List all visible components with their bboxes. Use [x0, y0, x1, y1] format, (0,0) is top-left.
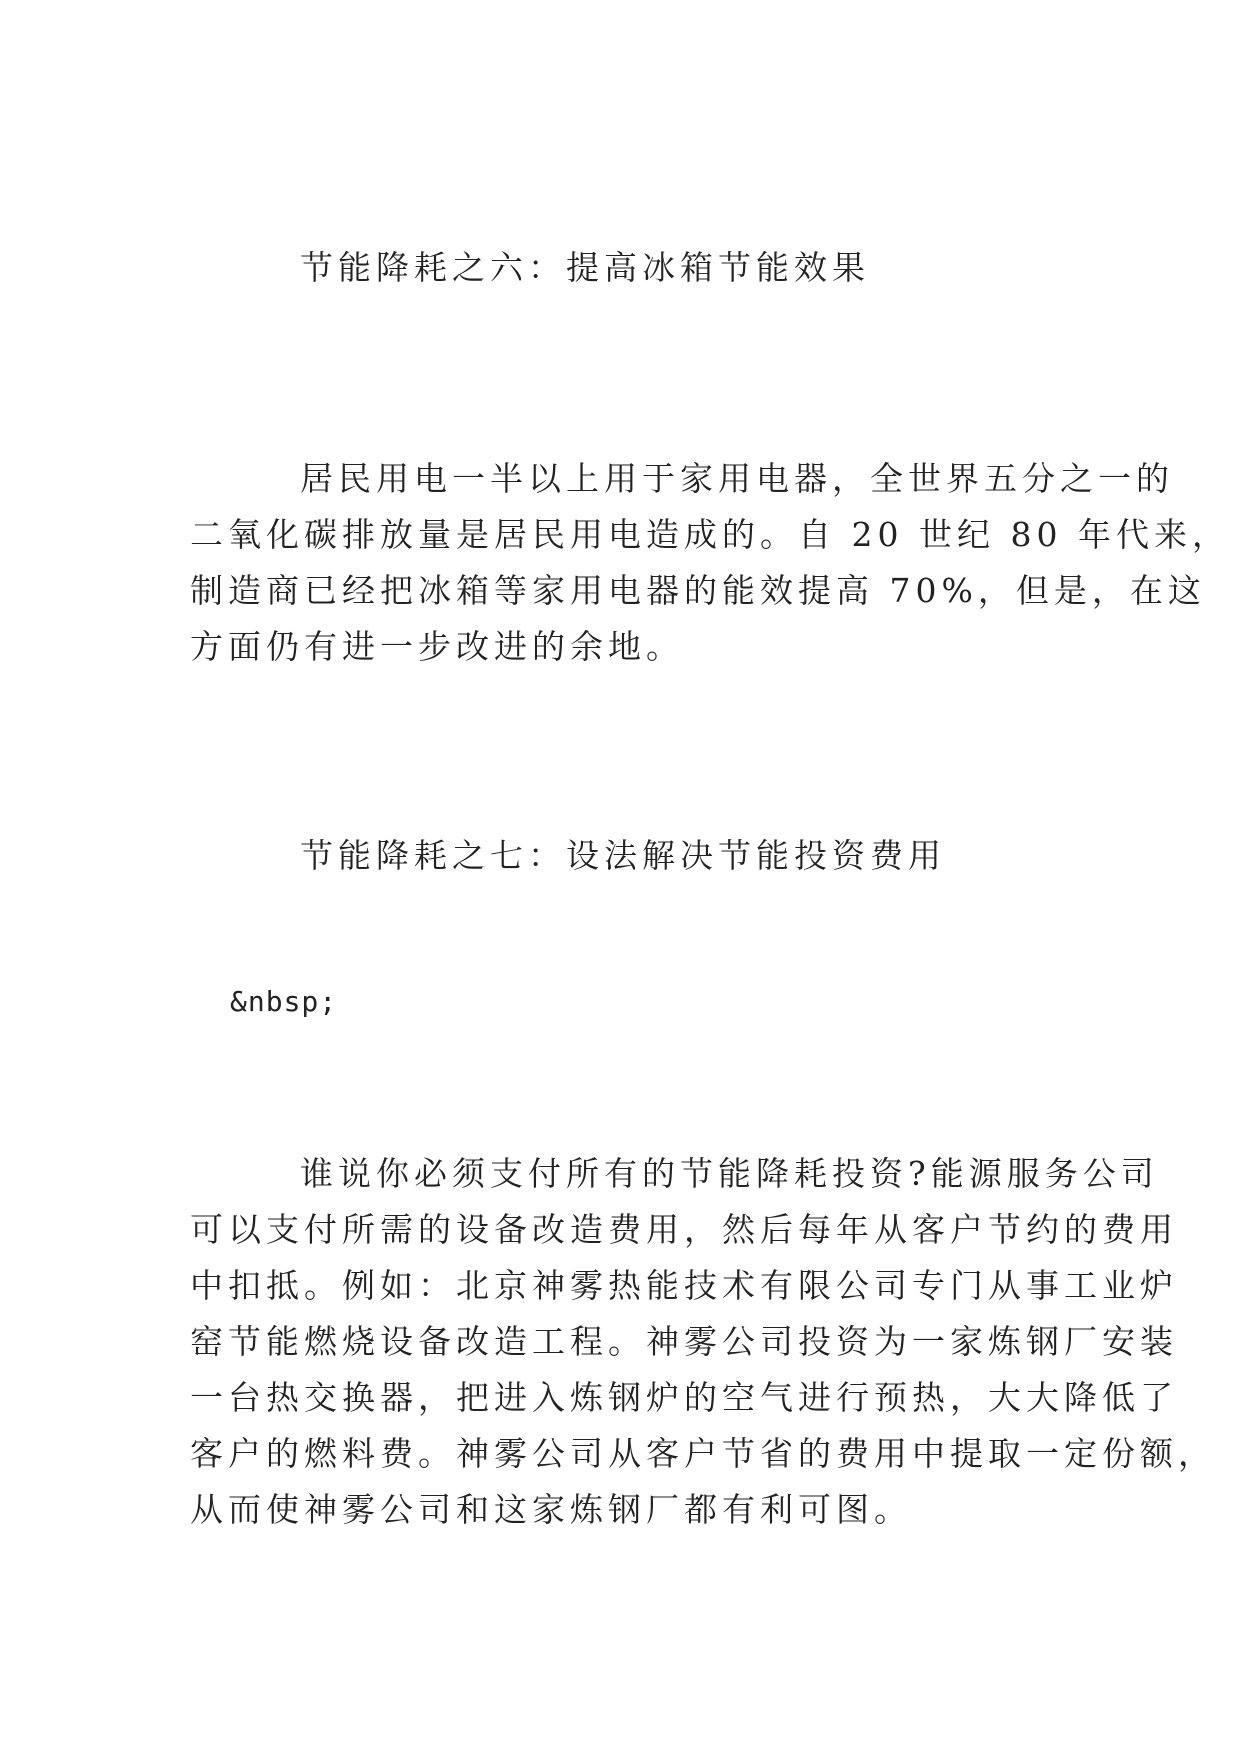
section6-heading: 节能降耗之六：提高冰箱节能效果	[300, 248, 870, 287]
paragraph-line: 从而使神雾公司和这家炼钢厂都有利可图。	[190, 1490, 912, 1529]
paragraph-line: 方面仍有进一步改进的余地。	[190, 627, 684, 666]
section7-heading: 节能降耗之七：设法解决节能投资费用	[300, 836, 946, 875]
paragraph-line: 二氧化碳排放量是居民用电造成的。自 20 世纪 80 年代来，	[190, 515, 1230, 554]
paragraph-line: 可以支付所需的设备改造费用，然后每年从客户节约的费用	[190, 1210, 1178, 1249]
paragraph-line: 一台热交换器，把进入炼钢炉的空气进行预热，大大降低了	[190, 1378, 1178, 1417]
paragraph-line: 制造商已经把冰箱等家用电器的能效提高 70%，但是，在这	[190, 571, 1206, 610]
paragraph-line: 客户的燃料费。神雾公司从客户节省的费用中提取一定份额，	[190, 1434, 1216, 1473]
paragraph-line: 中扣抵。例如：北京神雾热能技术有限公司专门从事工业炉	[190, 1266, 1178, 1305]
paragraph-line: 窑节能燃烧设备改造工程。神雾公司投资为一家炼钢厂安装	[190, 1322, 1178, 1361]
nbsp-entity-text: &nbsp;	[230, 985, 338, 1018]
paragraph-line: 谁说你必须支付所有的节能降耗投资?能源服务公司	[300, 1154, 1159, 1193]
paragraph-line: 居民用电一半以上用于家用电器，全世界五分之一的	[300, 459, 1174, 498]
